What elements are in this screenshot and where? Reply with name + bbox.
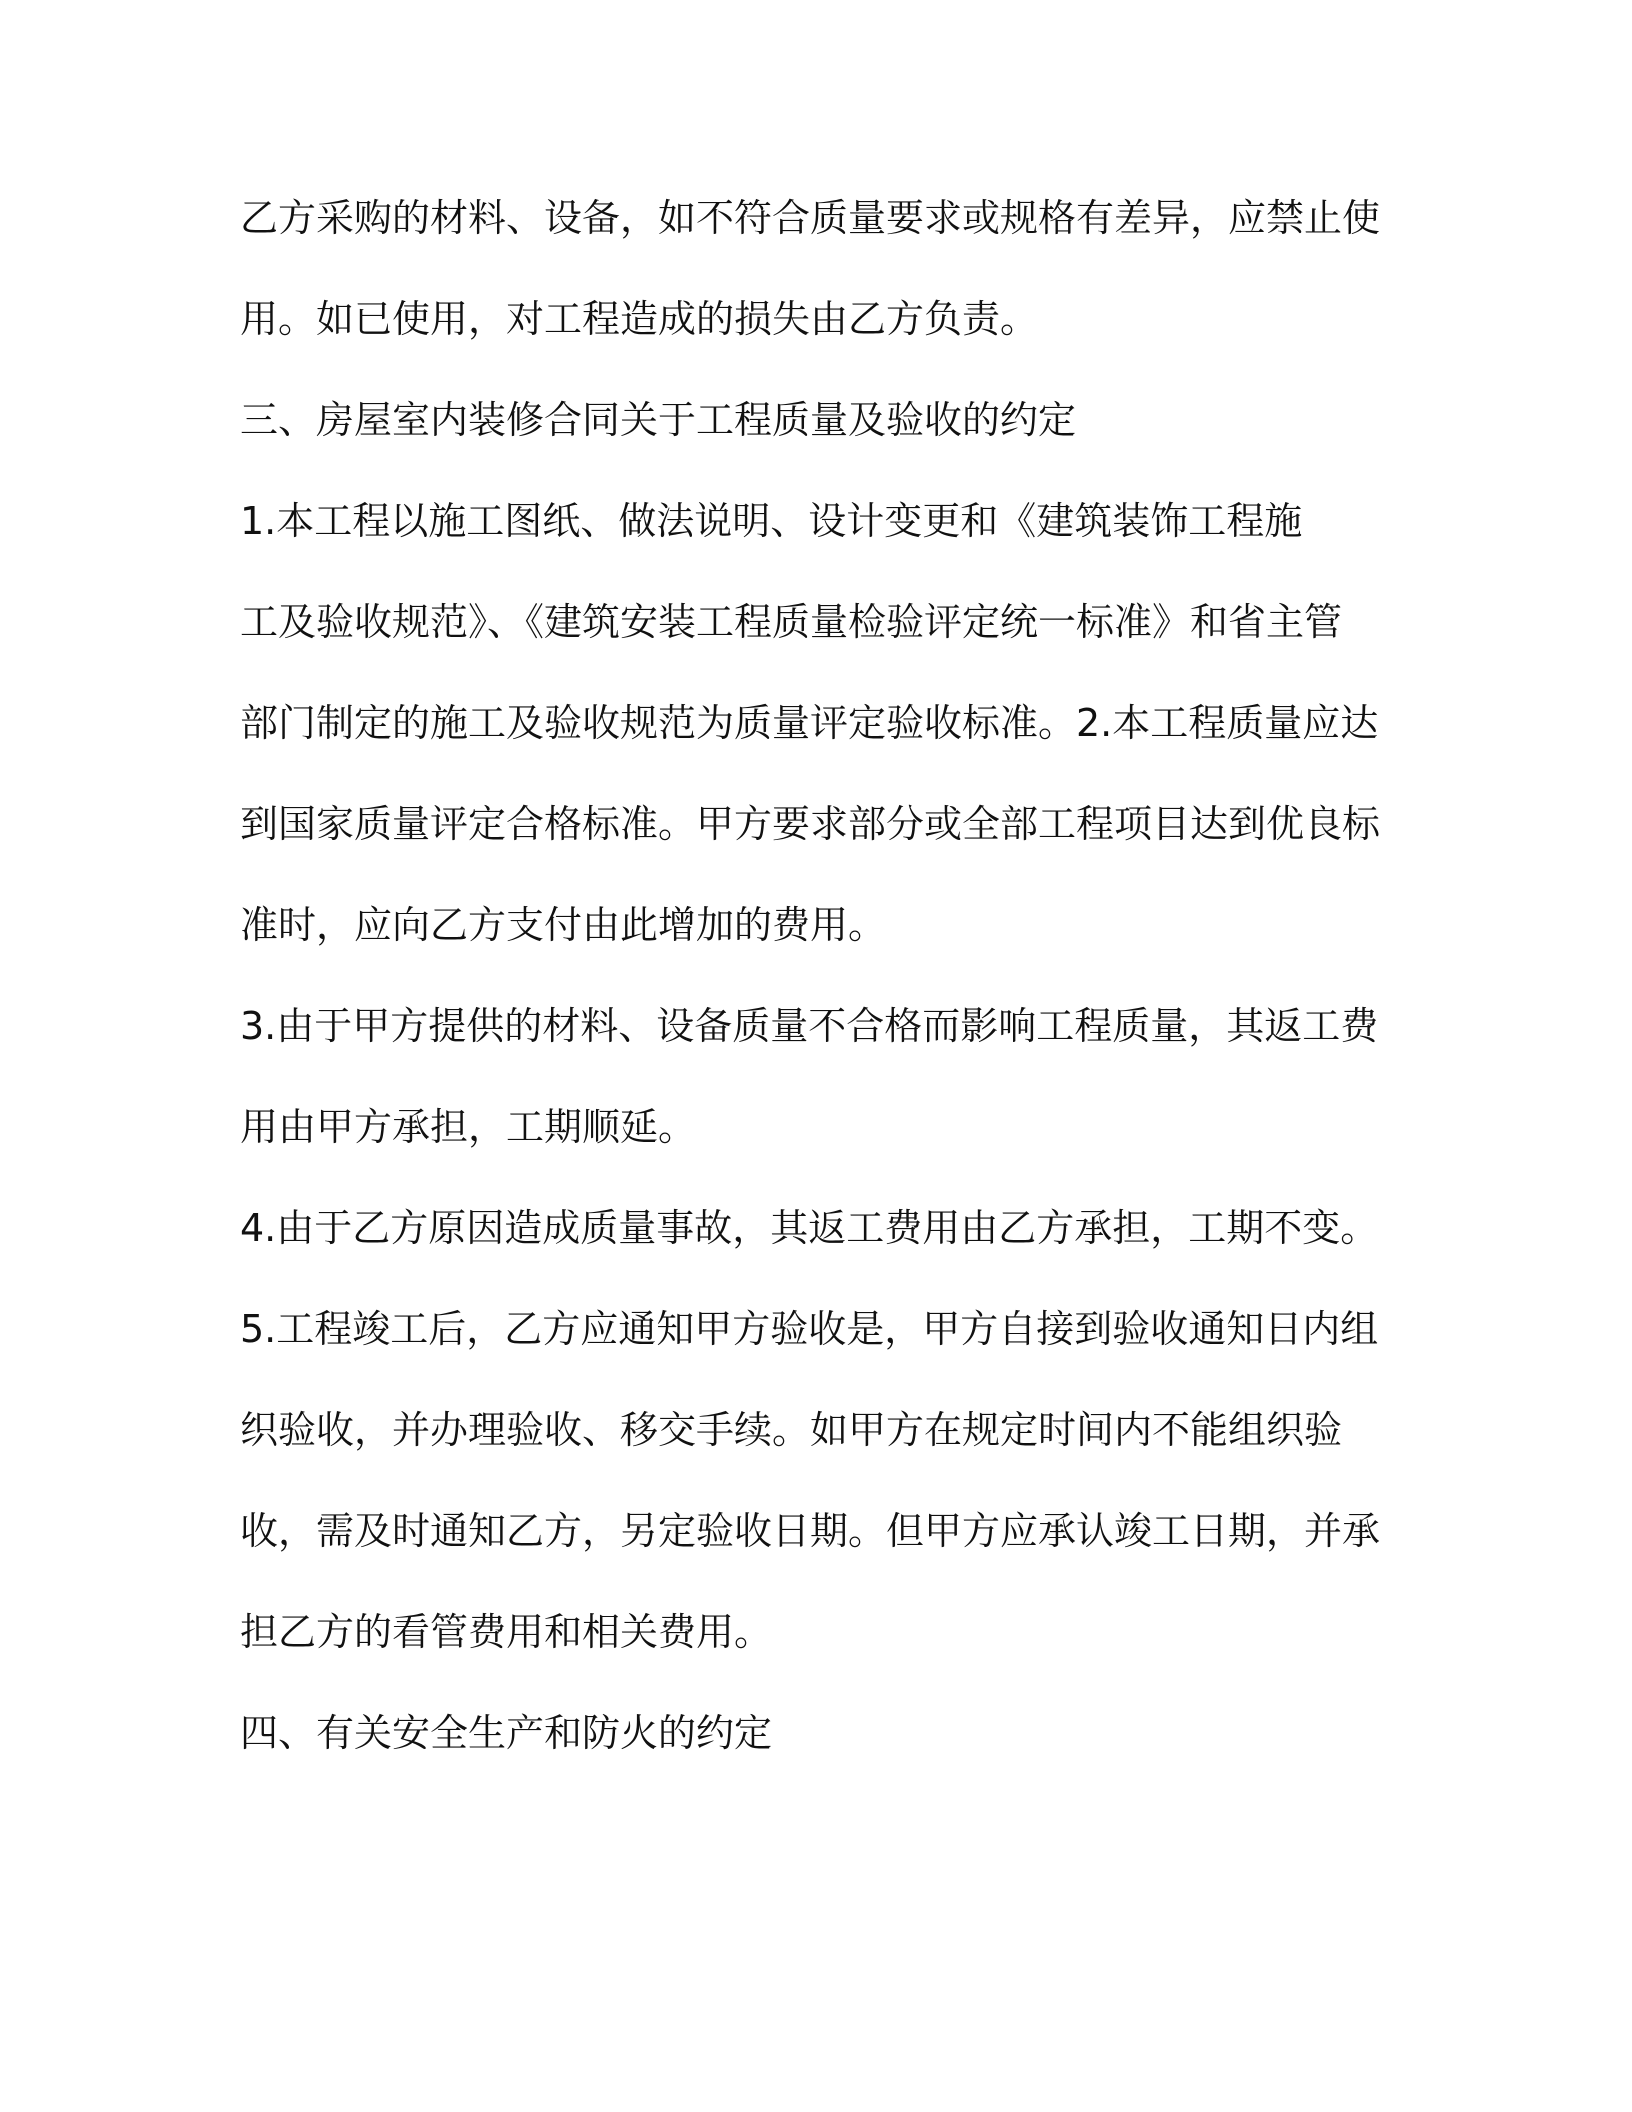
text-line: 到国家质量评定合格标准。甲方要求部分或全部工程项目达到优良标 — [240, 802, 1381, 846]
text-line: 1.本工程以施工图纸、做法说明、设计变更和《建筑装饰工程施 — [240, 499, 1303, 543]
text-line: 织验收，并办理验收、移交手续。如甲方在规定时间内不能组织验 — [240, 1408, 1343, 1452]
document-body — [240, 185, 1380, 1801]
text-line: 4.由于乙方原因造成质量事故，其返工费用由乙方承担，工期不变。 — [240, 1206, 1379, 1250]
text-line: 部门制定的施工及验收规范为质量评定验收标准。2.本工程质量应达 — [240, 701, 1379, 745]
text-line: 收，需及时通知乙方，另定验收日期。但甲方应承认竣工日期，并承 — [240, 1509, 1381, 1553]
section-heading: 三、房屋室内装修合同关于工程质量及验收的约定 — [240, 398, 1077, 442]
text-line: 5.工程竣工后，乙方应通知甲方验收是，甲方自接到验收通知日内组 — [240, 1307, 1379, 1351]
text-line: 担乙方的看管费用和相关费用。 — [240, 1610, 773, 1654]
section-heading: 四、有关安全生产和防火的约定 — [240, 1711, 773, 1755]
text-line: 工及验收规范》、《建筑安装工程质量检验评定统一标准》和省主管 — [240, 600, 1343, 644]
text-line: 3.由于甲方提供的材料、设备质量不合格而影响工程质量，其返工费 — [240, 1004, 1379, 1048]
text-line: 用由甲方承担，工期顺延。 — [240, 1105, 697, 1149]
text-line: 用。如已使用，对工程造成的损失由乙方负责。 — [240, 297, 1039, 341]
text-line: 准时，应向乙方支付由此增加的费用。 — [240, 903, 887, 947]
text-line: 乙方采购的材料、设备，如不符合质量要求或规格有差异，应禁止使 — [240, 196, 1381, 240]
